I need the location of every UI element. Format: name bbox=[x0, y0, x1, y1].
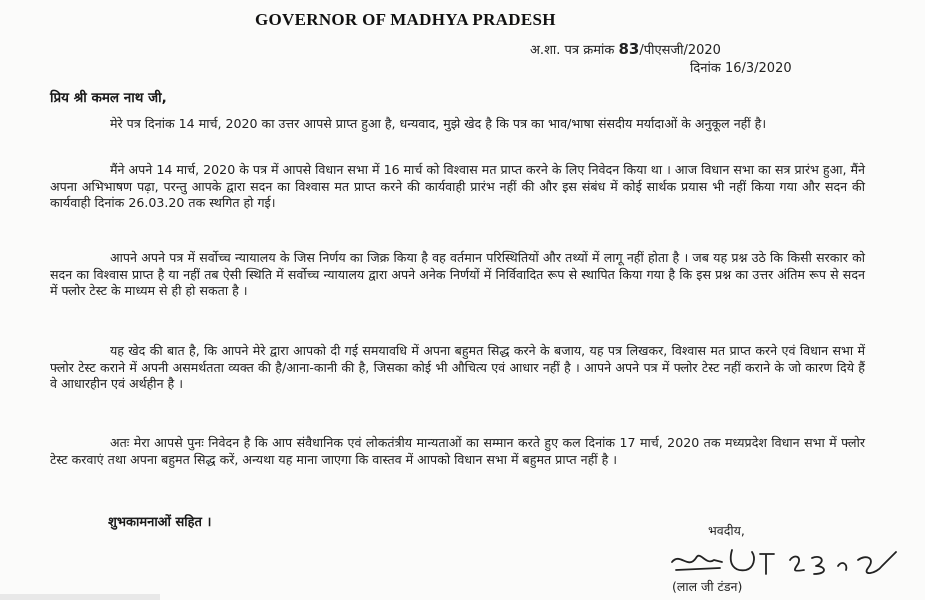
body-paragraph-4: यह खेद की बात है, कि आपने मेरे द्वारा आपको दी गई समयावधि में अपना बहुमत सिद्ध करने के बजाय, यह पत्र लिखकर, विश्वास मत प्राप्त करने एवं विधान सभा में फ्लोर टेस्ट कराने में अपनी असमर्थतता व्यक्त की है/आना-कानी की है, जिसका कोई भी औचित्य एवं आधार नहीं है । आपने अपने पत्र में फ्लोर टेस्ट नहीं कराने के जो कारण दिये हैं वे आधारहीन एवं अर्थहीन है । bbox=[50, 343, 865, 391]
salutation: प्रिय श्री कमल नाथ जी, bbox=[50, 90, 167, 106]
reference-suffix: /पीएसजी/2020 bbox=[639, 43, 721, 58]
reference-prefix: अ.शा. पत्र क्रमांक bbox=[530, 43, 615, 58]
body-paragraph-5: अतः मेरा आपसे पुनः निवेदन है कि आप संवैधानिक एवं लोकतंत्रीय मान्यताओं का सम्मान करते हुए कल दिनांक 17 मार्च, 2020 तक मध्यप्रदेश विधान सभा में फ्लोर टेस्ट करवाएं तथा अपना बहुमत सिद्ध करें, अन्यथा यह माना जाएगा कि वास्तव में आपको विधान सभा में बहुमत प्राप्त नहीं है । bbox=[50, 435, 865, 467]
reference-number bbox=[530, 40, 721, 58]
body-paragraph-2: मैंने अपने 14 मार्च, 2020 के पत्र में आपसे विधान सभा में 16 मार्च को विश्वास मत प्राप्त करने के लिए निवेदन किया था । आज विधान सभा का सत्र प्रारंभ हुआ, मैंने अपना अभिभाषण पढ़ा, परन्तु आपके द्वारा सदन का विश्वास मत प्राप्त करने की कार्यवाही प्रारंभ नहीं की और इस संबंध में कोई सार्थक प्रयास भी नहीं किया गया और सदन की कार्यवाही दिनांक 26.03.20 तक स्थगित हो गई। bbox=[50, 162, 865, 210]
page-bottom-edge bbox=[0, 594, 160, 600]
reference-number-value: 83 bbox=[618, 40, 640, 58]
body-paragraph-3: आपने अपने पत्र में सर्वोच्च न्यायालय के जिस निर्णय का जिक्र किया है वह वर्तमान परिस्थितियों और तथ्यों में लागू नहीं होता है । जब यह प्रश्न उठे कि किसी सरकार को सदन का विश्वास प्राप्त है या नहीं तब ऐसी स्थिति में सर्वोच्च न्यायालय द्वारा अपने अनेक निर्णयों में निर्विवादित रूप से स्थापित किया गया है कि इस प्रश्न का उत्तर अंतिम रूप से सदन में फ्लोर टेस्ट के माध्यम से ही हो सकता है । bbox=[50, 250, 865, 298]
signatory-name: (लाल जी टंडन) bbox=[672, 579, 743, 594]
letterhead-title: GOVERNOR OF MADHYA PRADESH bbox=[255, 10, 556, 29]
valediction: भवदीय, bbox=[708, 523, 745, 538]
letter-date: दिनांक 16/3/2020 bbox=[690, 61, 792, 76]
closing-line: शुभकामनाओं सहित । bbox=[108, 515, 212, 530]
body-paragraph-1: मेरे पत्र दिनांक 14 मार्च, 2020 का उत्तर आपसे प्राप्त हुआ है, धन्यवाद, मुझे खेद है कि पत्र का भाव/भाषा संसदीय मर्यादाओं के अनुकूल नहीं है। bbox=[110, 116, 767, 131]
